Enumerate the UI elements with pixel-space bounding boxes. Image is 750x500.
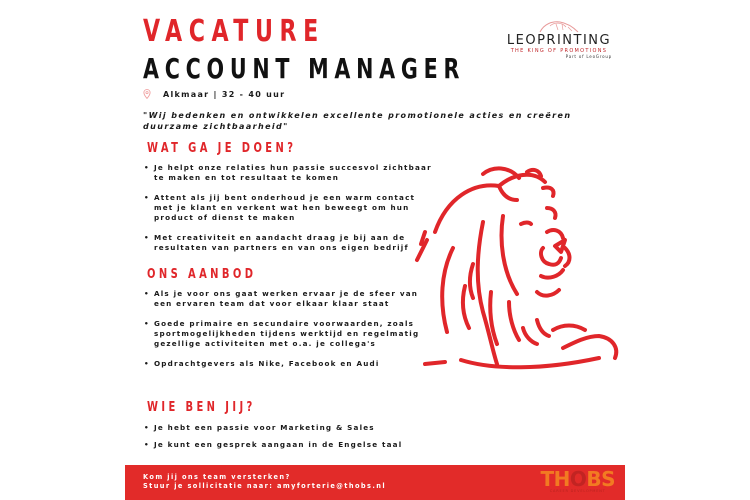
logo-name: LEOPRINTING: [506, 33, 612, 48]
thobs-wordmark: THOBS: [540, 467, 615, 491]
list-wat-ga-je-doen: [143, 163, 433, 253]
list-item: • Met creativiteit en aandacht draag je bij aan de resultaten van partners en van ons eigen bedrijf: [143, 233, 433, 253]
list-wie-ben-jij: [143, 423, 433, 450]
location-text: Alkmaar | 32 - 40 uur: [163, 89, 286, 99]
logo-tagline: THE KING OF PROMOTIONS: [510, 48, 608, 54]
list-item: • Als je voor ons gaat werken ervaar je de sfeer van een ervaren team dat voor elkaar klaar staat: [143, 289, 433, 309]
heading-wat-ga-je-doen: WAT GA JE DOEN?: [147, 141, 297, 156]
title-job: ACCOUNT MANAGER: [143, 52, 466, 85]
map-pin-icon: [143, 89, 151, 99]
footer-banner: [125, 465, 625, 500]
list-item: • Opdrachtgevers als Nike, Facebook en Audi: [143, 359, 433, 369]
vacancy-poster: [125, 0, 625, 500]
list-item: • Attent als jij bent onderhoud je een warm contact met je klant en verkent wat hen beweegt om hun product of dienst te maken: [143, 193, 433, 223]
title-vacature: VACATURE: [143, 14, 325, 49]
thobs-logo: [540, 469, 615, 493]
cta-line-2: Stuur je sollicitatie naar: amyforterie@thobs.nl: [143, 482, 386, 490]
location-row: [143, 89, 285, 99]
heading-wie-ben-jij: WIE BEN JIJ?: [147, 400, 256, 415]
lion-illustration: [413, 152, 623, 377]
list-item: • Je kunt een gesprek aangaan in de Engelse taal: [143, 440, 433, 450]
logo-part-of: Part of LeoGroup: [565, 54, 612, 59]
lion-mini-icon: [536, 18, 582, 34]
list-item: • Goede primaire en secundaire voorwaarden, zoals sportmogelijkheden tijdens werktijd en regelmatig gezellige activiteiten met o.a. je collega's: [143, 319, 433, 349]
list-item: • Je helpt onze relaties hun passie succesvol zichtbaar te maken en tot resultaat te komen: [143, 163, 433, 183]
thobs-subtitle: CAREER DEVELOPMENT: [549, 489, 606, 493]
leoprinting-logo: [498, 22, 620, 72]
heading-ons-aanbod: ONS AANBOD: [147, 267, 257, 282]
call-to-action: [143, 473, 386, 491]
company-quote: "Wij bedenken en ontwikkelen excellente promotionele acties en creëren duurzame zichtbaarheid": [143, 111, 572, 131]
cta-line-1: Kom jij ons team versterken?: [143, 473, 291, 481]
list-ons-aanbod: [143, 289, 433, 369]
list-item: • Je hebt een passie voor Marketing & Sales: [143, 423, 433, 433]
